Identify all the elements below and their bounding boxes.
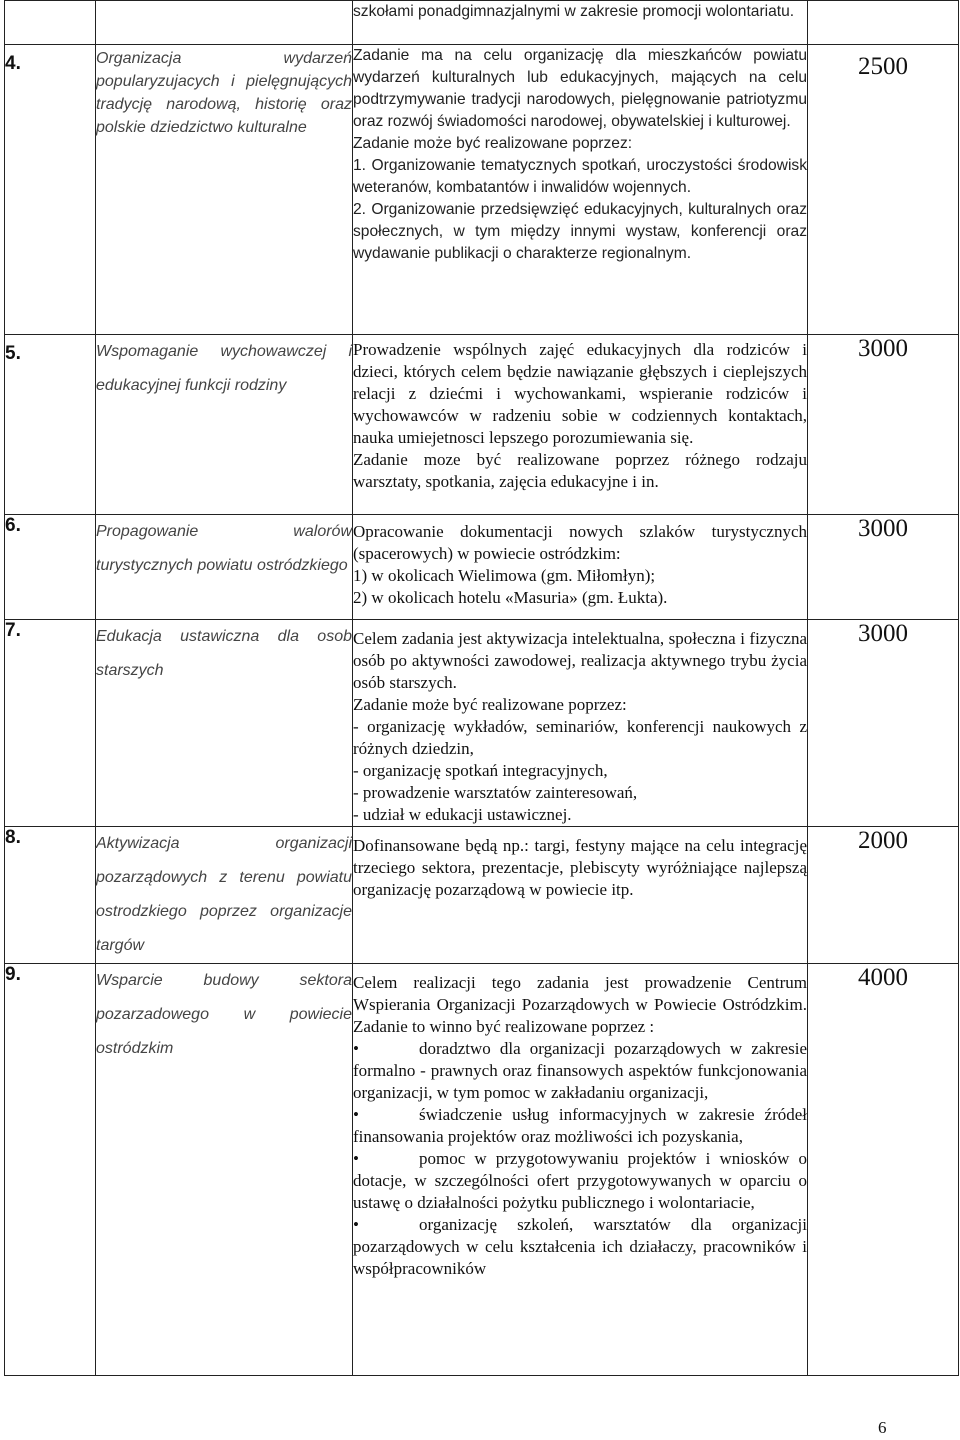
task-description-cell <box>353 515 808 620</box>
table-row <box>5 45 959 335</box>
bullet-icon: • <box>353 1215 359 1234</box>
description-paragraph: - organizację wykładów, seminariów, konferencji naukowych z różnych dziedzin, <box>353 717 807 758</box>
task-name: Edukacja ustawiczna dla osob starszych <box>96 620 353 827</box>
task-amount: 2000 <box>808 827 959 964</box>
task-name: Wsparcie budowy sektora pozarzadowego w powiecie ostródzkim <box>96 964 353 1376</box>
task-description-cell <box>353 964 808 1376</box>
task-description-cell <box>353 335 808 515</box>
description-paragraph: 1. Organizowanie tematycznych spotkań, uroczystości środowisk weteranów, kombatantów i inwalidów wojennych. <box>353 157 807 196</box>
table-row <box>5 620 959 827</box>
description-paragraph: Celem zadania jest aktywizacja intelektualna, społeczna i fizyczna osób po aktywności zawodowej, realizacja aktywnego trybu życia osób starszych. <box>353 629 807 692</box>
task-name: Organizacja wydarzeń popularyzujacych i pielęgnujących tradycję narodową, historię oraz polskie dziedzictwo kulturalne <box>96 45 353 335</box>
table-row <box>5 515 959 620</box>
table-row <box>5 964 959 1376</box>
task-number: 7. <box>5 620 96 827</box>
task-number: 5. <box>5 335 96 515</box>
task-number: 8. <box>5 827 96 964</box>
bullet-icon: • <box>353 1039 359 1058</box>
bullet-icon: • <box>353 1105 359 1124</box>
task-description-cell <box>353 45 808 335</box>
task-description-cell <box>353 827 808 964</box>
task-amount: 2500 <box>808 45 959 335</box>
bullet-text: doradztwo dla organizacji pozarządowych w zakresie formalno - prawnych oraz finansowych aspektów funkcjonowania organizacji, w tym pomoc w zakładaniu organizacji, <box>353 1039 807 1102</box>
description-paragraph: Zadanie może być realizowane poprzez: <box>353 695 627 714</box>
task-description-cell <box>353 620 808 827</box>
task-name: Propagowanie walorów turystycznych powiatu ostródzkiego <box>96 515 353 620</box>
task-number: 9. <box>5 964 96 1376</box>
description-paragraph: - prowadzenie warsztatów zainteresowań, <box>353 783 638 802</box>
description-paragraph: 2. Organizowanie przedsięwzięć edukacyjnych, kulturalnych oraz społecznych, w tym między innymi wystaw, konferencji oraz wydawanie publikacji o charakterze regionalnym. <box>353 201 807 262</box>
description-paragraph: Zadanie moze być realizowane poprzez różnego rodzaju warsztaty, spotkania, zajęcia edukacyjne i in. <box>353 450 807 491</box>
bullet-item <box>353 1148 807 1214</box>
description-paragraph: Celem realizacji tego zadania jest prowadzenie Centrum Wspierania Organizacji Pozarządowych w Powiecie Ostródzkim. Zadanie to winno być realizowane poprzez : <box>353 973 807 1036</box>
description-paragraph: 1) w okolicach Wielimowa (gm. Miłomłyn); <box>353 566 656 585</box>
page-number: 6 <box>878 1418 887 1437</box>
task-number-cell <box>5 1 96 45</box>
bullet-text: pomoc w przygotowywaniu projektów i wniosków o dotacje, w szczególności ofert przygotowywanych w oparciu o ustawę o działalności pożytku publicznego i wolontariacie, <box>353 1149 807 1212</box>
description-paragraph: Zadanie ma na celu organizację dla mieszkańców powiatu wydarzeń kulturalnych lub edukacyjnych, mających na celu podtrzymywanie tradycji narodowych, pielęgnowanie patriotyzmu oraz rozwój świadomości narodowej, obywatelskiej i kulturowej. <box>353 47 807 130</box>
task-description-cell <box>353 1 808 45</box>
table-row <box>5 335 959 515</box>
description-paragraph: - udział w edukacji ustawicznej. <box>353 805 572 824</box>
task-amount: 3000 <box>808 620 959 827</box>
bullet-text: organizację szkoleń, warsztatów dla organizacji pozarządowych w celu kształcenia ich działaczy, pracowników i współpracowników <box>353 1215 807 1278</box>
task-number: 4. <box>5 45 96 335</box>
task-name: Wspomaganie wychowawczej i edukacyjnej funkcji rodziny <box>96 335 353 515</box>
description-paragraph: - organizację spotkań integracyjnych, <box>353 761 608 780</box>
description-paragraph: Opracowanie dokumentacji nowych szlaków turystycznych (spacerowych) w powiecie ostródzkim: <box>353 522 807 563</box>
task-amount-cell <box>808 1 959 45</box>
description-paragraph: Prowadzenie wspólnych zajęć edukacyjnych dla rodziców i dzieci, których celem będzie nawiązanie głębszych i cieplejszych relacji z dziećmi i wychowankami, wspieranie rodziców i wychowawców w radzeniu sobie w codziennych kontaktach, nauka umiejetnosci lepszego porozumiewania się. <box>353 340 807 447</box>
bullet-text: świadczenie usług informacyjnych w zakresie źródeł finansowania projektów oraz możliwości ich pozyskania, <box>353 1105 807 1146</box>
bullet-icon: • <box>353 1149 359 1168</box>
bullet-item <box>353 1214 807 1280</box>
task-amount: 3000 <box>808 515 959 620</box>
table-row <box>5 827 959 964</box>
bullet-item <box>353 1104 807 1148</box>
bullet-item <box>353 1038 807 1104</box>
task-name-cell <box>96 1 353 45</box>
description-paragraph: Dofinansowane będą np.: targi, festyny mające na celu integrację trzeciego sektora, prezentacje, plebiscyty wyróżniające najlepszą organizację pozarządową w powiecie itp. <box>353 836 807 899</box>
table-row <box>5 1 959 45</box>
task-amount: 3000 <box>808 335 959 515</box>
tasks-table <box>4 0 959 1376</box>
task-amount: 4000 <box>808 964 959 1376</box>
description-paragraph: 2) w okolicach hotelu «Masuria» (gm. Łukta). <box>353 588 668 607</box>
task-name: Aktywizacja organizacji pozarządowych z terenu powiatu ostrodzkiego poprzez organizacje targów <box>96 827 353 964</box>
description-paragraph: Zadanie może być realizowane poprzez: <box>353 135 633 152</box>
task-number: 6. <box>5 515 96 620</box>
description-paragraph: szkołami ponadgimnazjalnymi w zakresie promocji wolontariatu. <box>353 3 795 20</box>
